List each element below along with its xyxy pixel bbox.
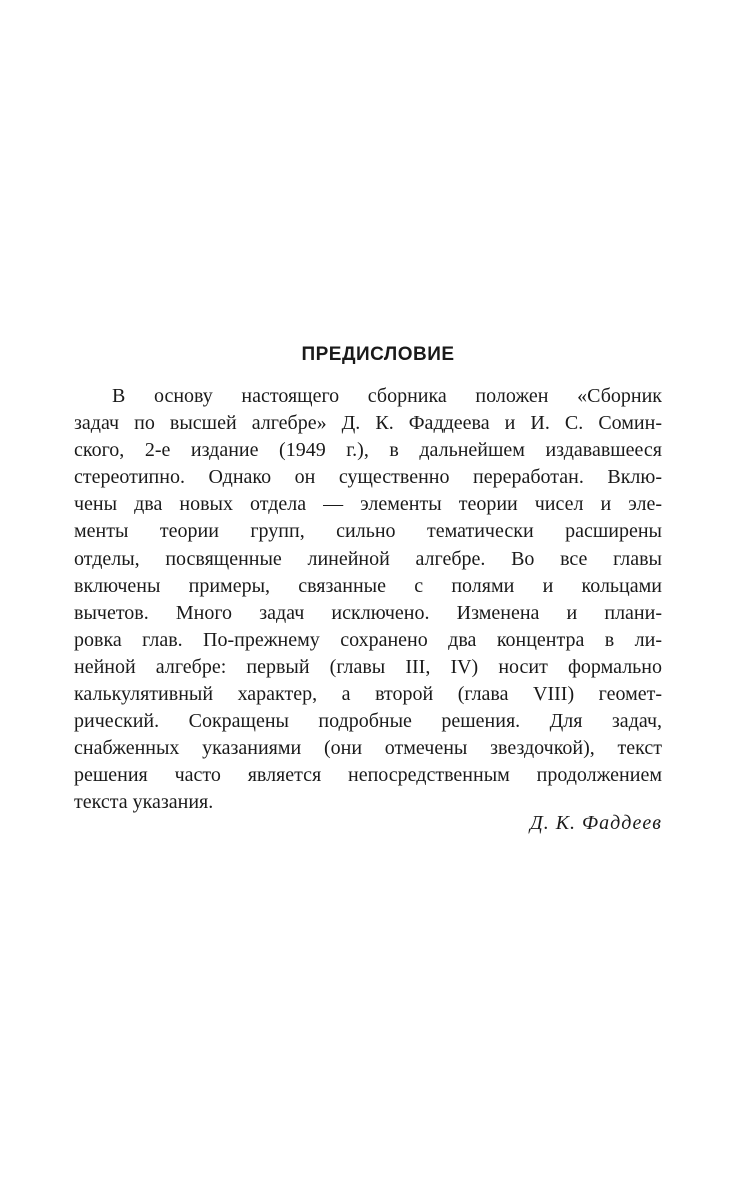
page-title: ПРЕДИСЛОВИЕ — [301, 344, 455, 365]
text-line: включены примеры, связанные с полями и кольцами — [74, 574, 662, 597]
text-line: снабженных указаниями (они отмечены звездочкой), текст — [74, 737, 662, 760]
text-line: текста указания. — [74, 791, 214, 814]
text-line: менты теории групп, сильно тематически расширены — [74, 520, 662, 543]
text-line: ровка глав. По-прежнему сохранено два концентра в ли- — [74, 628, 662, 651]
text-line: задач по высшей алгебре» Д. К. Фаддеева и И. С. Сомин- — [74, 412, 662, 435]
text-line: стереотипно. Однако он существенно переработан. Вклю- — [74, 466, 662, 489]
preface-paragraph — [74, 383, 662, 817]
text-line: В основу настоящего сборника положен «Сборник — [112, 385, 662, 407]
author-signature: Д. К. Фаддеев — [529, 812, 662, 834]
text-line: нейной алгебре: первый (главы III, IV) носит формально — [74, 655, 662, 678]
text-line: решения часто является непосредственным продолжением — [74, 764, 662, 787]
text-line: отделы, посвященные линейной алгебре. Во все главы — [74, 547, 662, 570]
text-line: чены два новых отдела — элементы теории чисел и эле- — [74, 493, 662, 516]
text-line: рический. Сокращены подробные решения. Для задач, — [74, 710, 662, 733]
text-line: вычетов. Много задач исключено. Изменена и плани- — [74, 601, 662, 624]
text-line: ского, 2-е издание (1949 г.), в дальнейшем издававшееся — [74, 439, 662, 462]
text-line: калькулятивный характер, а второй (глава VIII) геомет- — [74, 683, 662, 706]
